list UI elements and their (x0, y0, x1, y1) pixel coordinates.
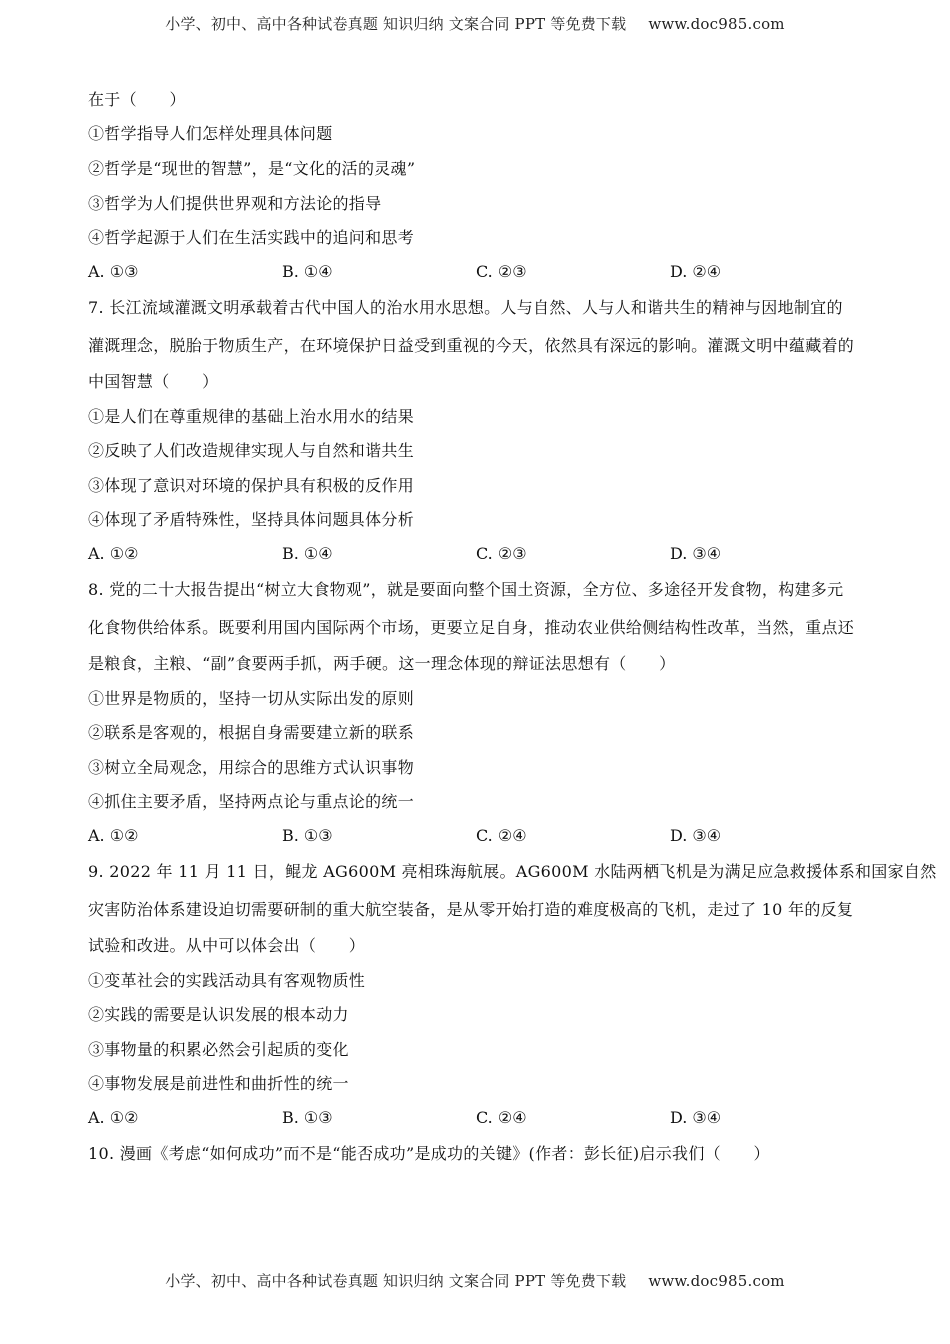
q8-stem-line-1: 8. 党的二十大报告提出“树立大食物观”，就是要面向整个国土资源，全方位、多途径开发食物，构建多元 (88, 580, 844, 599)
q9-stem-line-2: 灾害防治体系建设迫切需要研制的重大航空装备，是从零开始打造的难度极高的飞机，走过了 10 年的反复 (88, 900, 854, 919)
q7-options (88, 544, 878, 564)
q6-item-3: ③哲学为人们提供世界观和方法论的指导 (88, 194, 382, 213)
q7-option-a[interactable]: A. ①② (88, 544, 139, 563)
q6-item-2: ②哲学是“现世的智慧”，是“文化的活的灵魂” (88, 159, 416, 178)
q7-stem-line-2: 灌溉理念，脱胎于物质生产，在环境保护日益受到重视的今天，依然具有深远的影响。灌溉文明中蕴藏着的 (88, 336, 855, 355)
footer-site-link[interactable]: www.doc985.com (648, 1272, 785, 1290)
q8-item-4: ④抓住主要矛盾，坚持两点论与重点论的统一 (88, 792, 415, 811)
header-site-link[interactable]: www.doc985.com (648, 15, 785, 33)
q7-option-c[interactable]: C. ②③ (476, 544, 527, 563)
q9-stem-line-3: 试验和改进。从中可以体会出（ ） (88, 936, 366, 955)
q8-item-2: ②联系是客观的，根据自身需要建立新的联系 (88, 723, 415, 742)
q8-stem-line-2: 化食物供给体系。既要利用国内国际两个市场，更要立足自身，推动农业供给侧结构性改革，当然，重点还 (88, 618, 855, 637)
q7-item-3: ③体现了意识对环境的保护具有积极的反作用 (88, 476, 415, 495)
page-header (0, 13, 950, 34)
q7-stem-line-3: 中国智慧（ ） (88, 372, 219, 391)
q9-option-a[interactable]: A. ①② (88, 1108, 139, 1127)
footer-text: 小学、初中、高中各种试卷真题 知识归纳 文案合同 PPT 等免费下载 (165, 1272, 627, 1290)
header-text: 小学、初中、高中各种试卷真题 知识归纳 文案合同 PPT 等免费下载 (165, 15, 627, 33)
q6-item-4: ④哲学起源于人们在生活实践中的追问和思考 (88, 228, 415, 247)
q8-option-b[interactable]: B. ①③ (282, 826, 333, 845)
q7-stem-line-1: 7. 长江流域灌溉文明承载着古代中国人的治水用水思想。人与自然、人与人和谐共生的精神与因地制宜的 (88, 298, 843, 317)
q9-item-4: ④事物发展是前进性和曲折性的统一 (88, 1074, 349, 1093)
q8-option-c[interactable]: C. ②④ (476, 826, 527, 845)
q9-option-c[interactable]: C. ②④ (476, 1108, 527, 1127)
q9-item-1: ①变革社会的实践活动具有客观物质性 (88, 971, 366, 990)
q7-option-b[interactable]: B. ①④ (282, 544, 333, 563)
q9-stem-line-1: 9. 2022 年 11 月 11 日，鲲龙 AG600M 亮相珠海航展。AG600M 水陆两栖飞机是为满足应急救援体系和国家自然 (88, 862, 937, 881)
q8-stem-line-3: 是粮食，主粮、“副”食要两手抓，两手硬。这一理念体现的辩证法思想有（ ） (88, 654, 676, 673)
page-footer (0, 1270, 950, 1291)
q8-option-a[interactable]: A. ①② (88, 826, 139, 845)
q9-options (88, 1108, 878, 1128)
q7-option-d[interactable]: D. ③④ (670, 544, 722, 563)
q8-option-d[interactable]: D. ③④ (670, 826, 722, 845)
q6-option-d[interactable]: D. ②④ (670, 262, 722, 281)
q7-item-1: ①是人们在尊重规律的基础上治水用水的结果 (88, 407, 415, 426)
q8-item-1: ①世界是物质的，坚持一切从实际出发的原则 (88, 689, 415, 708)
q6-stem-end: 在于（ ） (88, 90, 186, 109)
q6-option-b[interactable]: B. ①④ (282, 262, 333, 281)
q8-item-3: ③树立全局观念，用综合的思维方式认识事物 (88, 758, 415, 777)
q6-option-a[interactable]: A. ①③ (88, 262, 139, 281)
q9-option-d[interactable]: D. ③④ (670, 1108, 722, 1127)
q7-item-4: ④体现了矛盾特殊性，坚持具体问题具体分析 (88, 510, 415, 529)
q6-options (88, 262, 878, 282)
q6-option-c[interactable]: C. ②③ (476, 262, 527, 281)
q6-item-1: ①哲学指导人们怎样处理具体问题 (88, 124, 333, 143)
q7-item-2: ②反映了人们改造规律实现人与自然和谐共生 (88, 441, 415, 460)
q10-stem: 10. 漫画《考虑“如何成功”而不是“能否成功”是成功的关键》(作者：彭长征)启示我们（ ） (88, 1144, 770, 1163)
q9-item-3: ③事物量的积累必然会引起质的变化 (88, 1040, 349, 1059)
q9-option-b[interactable]: B. ①③ (282, 1108, 333, 1127)
q9-item-2: ②实践的需要是认识发展的根本动力 (88, 1005, 349, 1024)
q8-options (88, 826, 878, 846)
